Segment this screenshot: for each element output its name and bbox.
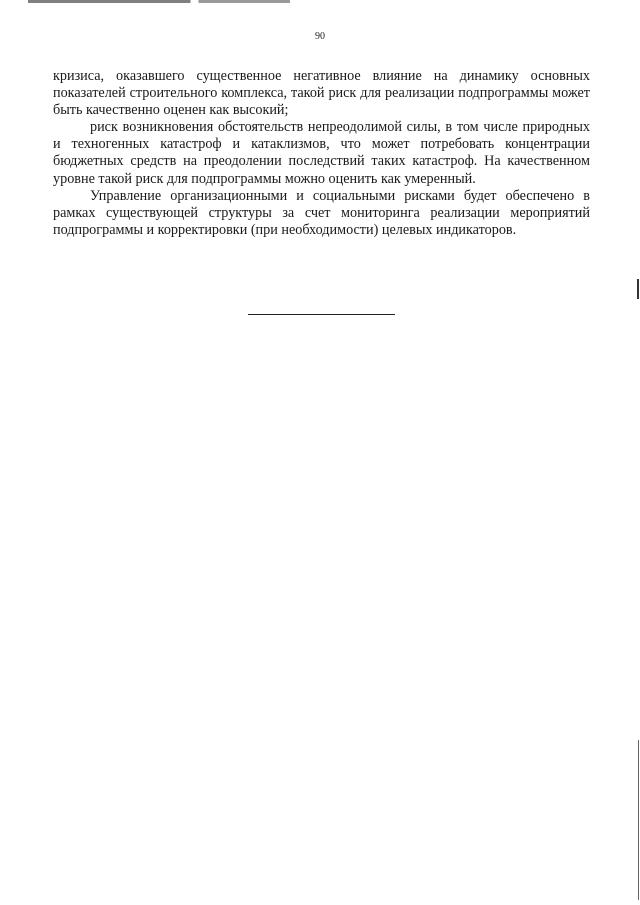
scan-artifact-top-line	[28, 0, 290, 3]
scan-artifact-right-edge-top	[637, 279, 639, 299]
page-number: 90	[315, 31, 325, 42]
end-of-section-rule	[248, 314, 395, 315]
paragraph-risk-management: Управление организационными и социальными рисками будет обеспечено в рамках существующей структуры за счет мониторинга реализации мероприятий подпрограммы и корректировки (при необходимости) целевых индикаторов.	[53, 187, 590, 238]
document-body	[53, 68, 590, 239]
scan-artifact-right-edge-bottom	[638, 740, 639, 900]
paragraph-force-majeure-risk: риск возникновения обстоятельств непреодолимой силы, в том числе природных и техногенных катастроф и катаклизмов, что может потребовать концентрации бюджетных средств на преодолении последствий таких катастроф. На качественном уровне такой риск для подпрограммы можно оценить как умеренный.	[53, 119, 590, 187]
paragraph-crisis-risk: кризиса, оказавшего существенное негативное влияние на динамику основных показателей строительного комплекса, такой риск для реализации подпрограммы может быть качественно оценен как высокий;	[53, 68, 590, 119]
